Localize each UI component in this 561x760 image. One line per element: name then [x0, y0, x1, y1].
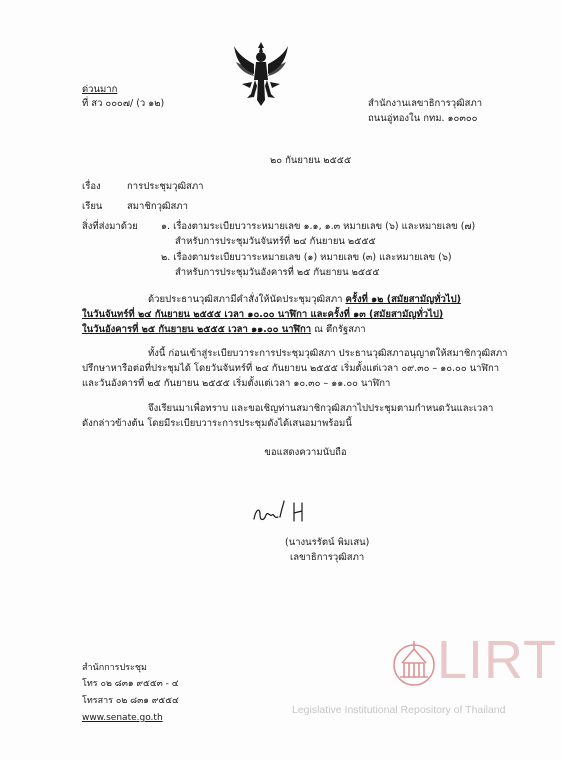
paragraph-2-line-1: ทั้งนี้ ก่อนเข้าสู่ระเบียบวาระการประชุมวุฒิสภา ประธานวุฒิสภาอนุญาตให้สมาชิกวุฒิสภา [148, 348, 508, 359]
subject-label: เรื่อง [82, 181, 101, 192]
footer-office: สำนักการประชุม [82, 663, 147, 673]
meeting-12-label: ครั้งที่ ๑๒ (สมัยสามัญทั่วไป) [345, 294, 461, 305]
signatory-name: (นางนรรัตน์ พิมเสน) [285, 537, 370, 548]
recipient-label: เรียน [82, 201, 103, 212]
enclosure-item-2: ๒. เรื่องตามระเบียบวาระหมายเลข (๑) หมายเลข (๓) และหมายเลข (๖) [161, 252, 452, 263]
document-date: ๒๐ กันยายน ๒๕๕๕ [270, 155, 352, 166]
paragraph-3-line-1: จึงเรียนมาเพื่อทราบ และขอเชิญท่านสมาชิกวุฒิสภาไปประชุมตามกำหนดวันและเวลา [148, 403, 494, 414]
watermark-brand: LIRT [437, 630, 558, 690]
paragraph-1-line-2: ในวันจันทร์ที่ ๒๔ กันยายน ๒๕๕๕ เวลา ๑๐.๐๐ นาฬิกา และครั้งที่ ๑๓ (สมัยสามัญทั่วไป) [82, 309, 444, 320]
meeting-13-datetime: ในวันอังคารที่ ๒๕ กันยายน ๒๕๕๕ เวลา ๑๑.๐๐ นาฬิกา [82, 324, 312, 335]
footer-website-link[interactable]: www.senate.go.th [82, 713, 163, 723]
garuda-emblem-icon [232, 40, 290, 108]
watermark-subtitle: Legislative Institutional Repository of Thailand [292, 704, 506, 716]
recipient-text: สมาชิกวุฒิสภา [127, 201, 188, 212]
footer-fax: โทรสาร ๐๒ ๘๓๑ ๙๕๕๔ [82, 696, 179, 706]
paragraph-1-intro: ด้วยประธานวุฒิสภามีคำสั่งให้นัดประชุมวุฒิสภา [148, 294, 346, 305]
enclosure-item-2-detail: สำหรับการประชุมวันอังคารที่ ๒๕ กันยายน ๒๕๕๕ [175, 267, 380, 278]
document-number: ที่ สว ๐๐๐๗/ (ว ๑๒) [82, 98, 165, 109]
closing-salutation: ขอแสดงความนับถือ [264, 447, 347, 458]
enclosure-item-1: ๑. เรื่องตามระเบียบวาระหมายเลข ๑.๑, ๑.๓ หมายเลข (๖) และหมายเลข (๗) [161, 221, 476, 232]
handwritten-signature [250, 497, 310, 527]
subject-text: การประชุมวุฒิสภา [127, 181, 204, 192]
sender-office: สำนักงานเลขาธิการวุฒิสภา [368, 98, 483, 109]
urgent-label: ด่วนมาก [82, 84, 118, 95]
paragraph-2-line-2: ปรึกษาหารือต่อที่ประชุมได้ โดยวันจันทร์ที่ ๒๔ กันยายน ๒๕๕๕ เริ่มตั้งแต่เวลา ๐๙.๓๐ – ๑๐.๐๐ นาฬิกา [82, 363, 500, 374]
enclosures-label: สิ่งที่ส่งมาด้วย [82, 221, 138, 232]
sender-address: ถนนอู่ทองใน กทม. ๑๐๓๐๐ [368, 113, 478, 124]
signatory-title: เลขาธิการวุฒิสภา [290, 552, 365, 563]
paragraph-1-line-1 [148, 294, 461, 306]
lirt-emblem-icon [390, 637, 438, 691]
paragraph-2-line-3: และวันอังคารที่ ๒๕ กันยายน ๒๕๕๕ เริ่มตั้งแต่เวลา ๑๐.๓๐ – ๑๑.๐๐ นาฬิกา [82, 378, 391, 389]
paragraph-3-line-2: ดังกล่าวข้างต้น โดยมีระเบียบวาระการประชุมดังได้เสนอมาพร้อมนี้ [82, 418, 352, 429]
enclosure-item-1-detail: สำหรับการประชุมวันจันทร์ที่ ๒๔ กันยายน ๒๕๕๕ [175, 236, 376, 247]
meeting-venue: ณ ตึกรัฐสภา [311, 324, 366, 335]
paragraph-1-line-3 [82, 324, 366, 336]
footer-phone: โทร ๐๒ ๘๓๑ ๙๕๕๓ - ๔ [82, 679, 179, 689]
